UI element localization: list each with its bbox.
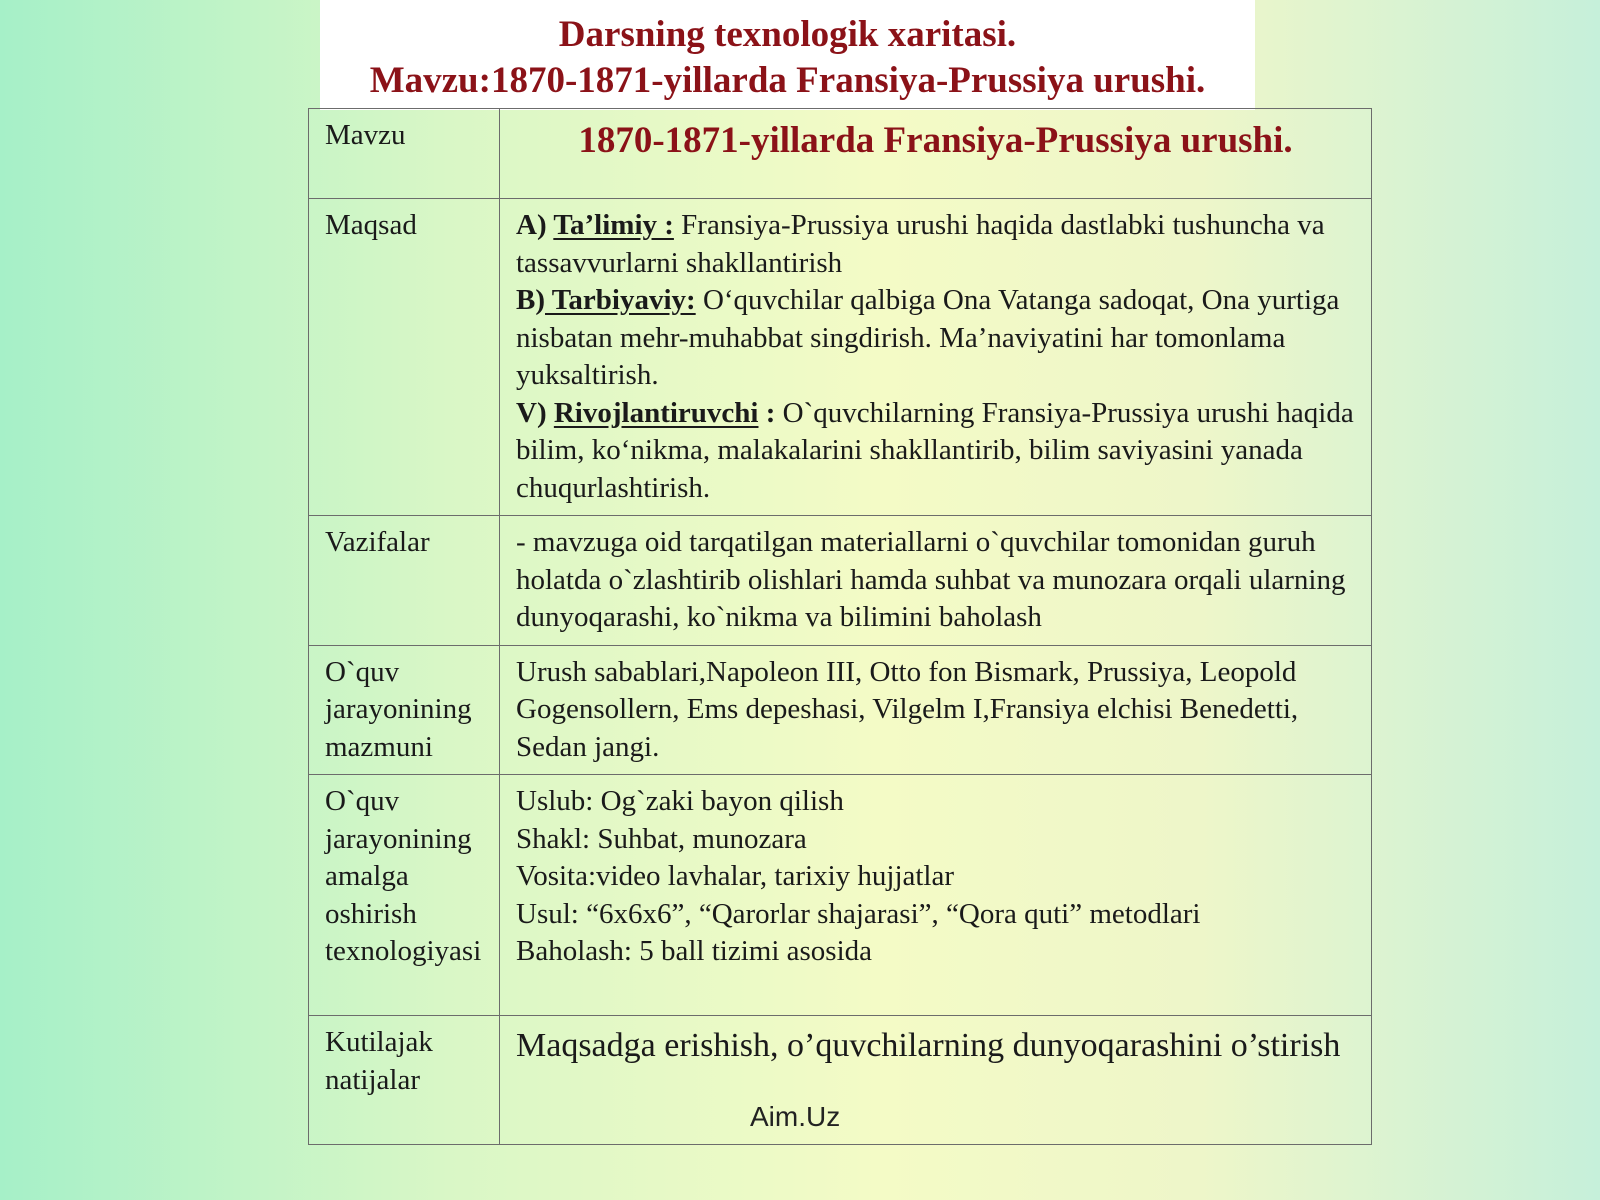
goal-b-text: Oʻquvchilar qalbiga Ona Vatanga sadoqat, Ona yurtiga nisbatan mehr-muhabbat singdirish. Maʼnaviyatini har tomonlama yuksaltirish.	[516, 284, 1340, 391]
goal-cell	[500, 199, 1372, 516]
technology-label: O`quv jarayonining amalga oshirish texnologiyasi	[309, 775, 500, 1016]
content-value: Urush sabablari,Napoleon III, Otto fon Bismark, Prussiya, Leopold Gogensollern, Ems depeshasi, Vilgelm I,Fransiya elchisi Benedetti, Sedan jangi.	[500, 645, 1372, 775]
table-row-topic	[309, 109, 1372, 199]
tasks-value: - mavzuga oid tarqatilgan materiallarni o`quvchilar tomonidan guruh holatda o`zlashtirib olishlari hamda suhbat va munozara orqali ularning dunyoqarashi, ko`nikma va bilimini baholash	[500, 516, 1372, 646]
topic-cell	[500, 109, 1372, 199]
topic-value: 1870-1871-yillarda Fransiya-Prussiya urushi.	[578, 120, 1293, 161]
topic-label: Mavzu	[309, 109, 500, 199]
goal-b-prefix: B)	[516, 284, 545, 316]
lesson-map-table	[308, 108, 1372, 1145]
goal-v-prefix: V)	[516, 396, 554, 429]
goal-a-heading: Taʼlimiy :	[553, 209, 674, 241]
goal-a-prefix: A)	[516, 209, 554, 241]
results-value: Maqsadga erishish, o’quvchilarning dunyoqarashini o’stirish	[516, 1027, 1341, 1064]
technology-line: Vosita:video lavhalar, tarixiy hujjatlar	[516, 860, 955, 892]
goal-v-colon: :	[758, 396, 776, 429]
slide-subtitle: Mavzu:1870-1871-yillarda Fransiya-Prussiya urushi.	[369, 60, 1206, 101]
technology-line: Uslub: Og`zaki bayon qilish	[516, 785, 844, 817]
table-row-content	[309, 645, 1372, 775]
slide-title-box	[320, 0, 1255, 110]
goal-upbringing	[516, 282, 1355, 395]
slide-title: Darsning texnologik xaritasi.	[558, 14, 1017, 55]
results-label: Kutilajak natijalar	[309, 1016, 500, 1145]
tasks-label: Vazifalar	[309, 516, 500, 646]
technology-line: Baholash: 5 ball tizimi asosida	[516, 935, 873, 967]
technology-line: Usul: “6x6x6”, “Qarorlar shajarasi”, “Qora quti” metodlari	[516, 897, 1201, 930]
technology-line: Shakl: Suhbat, munozara	[516, 822, 807, 855]
table-row-tasks	[309, 516, 1372, 646]
goal-developmental	[516, 395, 1355, 508]
technology-cell	[500, 775, 1372, 1016]
watermark: Aim.Uz	[750, 1101, 841, 1132]
goal-v-text: O`quvchilarning Fransiya-Prussiya urushi haqida bilim, koʻnikma, malakalarini shakllantirib, bilim saviyasini yanada chuqurlashtirish.	[516, 396, 1354, 504]
content-label: O`quv jarayonining mazmuni	[309, 645, 500, 775]
goal-b-heading: Tarbiyaviy:	[545, 284, 696, 316]
results-cell	[500, 1016, 1372, 1145]
goal-v-heading: Rivojlantiruvchi	[553, 396, 759, 429]
table-row-technology	[309, 775, 1372, 1016]
table-row-goal	[309, 199, 1372, 516]
goal-label: Maqsad	[309, 199, 500, 516]
goal-educational	[516, 207, 1355, 282]
goal-a-text: Fransiya-Prussiya urushi haqida dastlabki tushuncha va tassavvurlarni shakllantirish	[516, 209, 1325, 279]
